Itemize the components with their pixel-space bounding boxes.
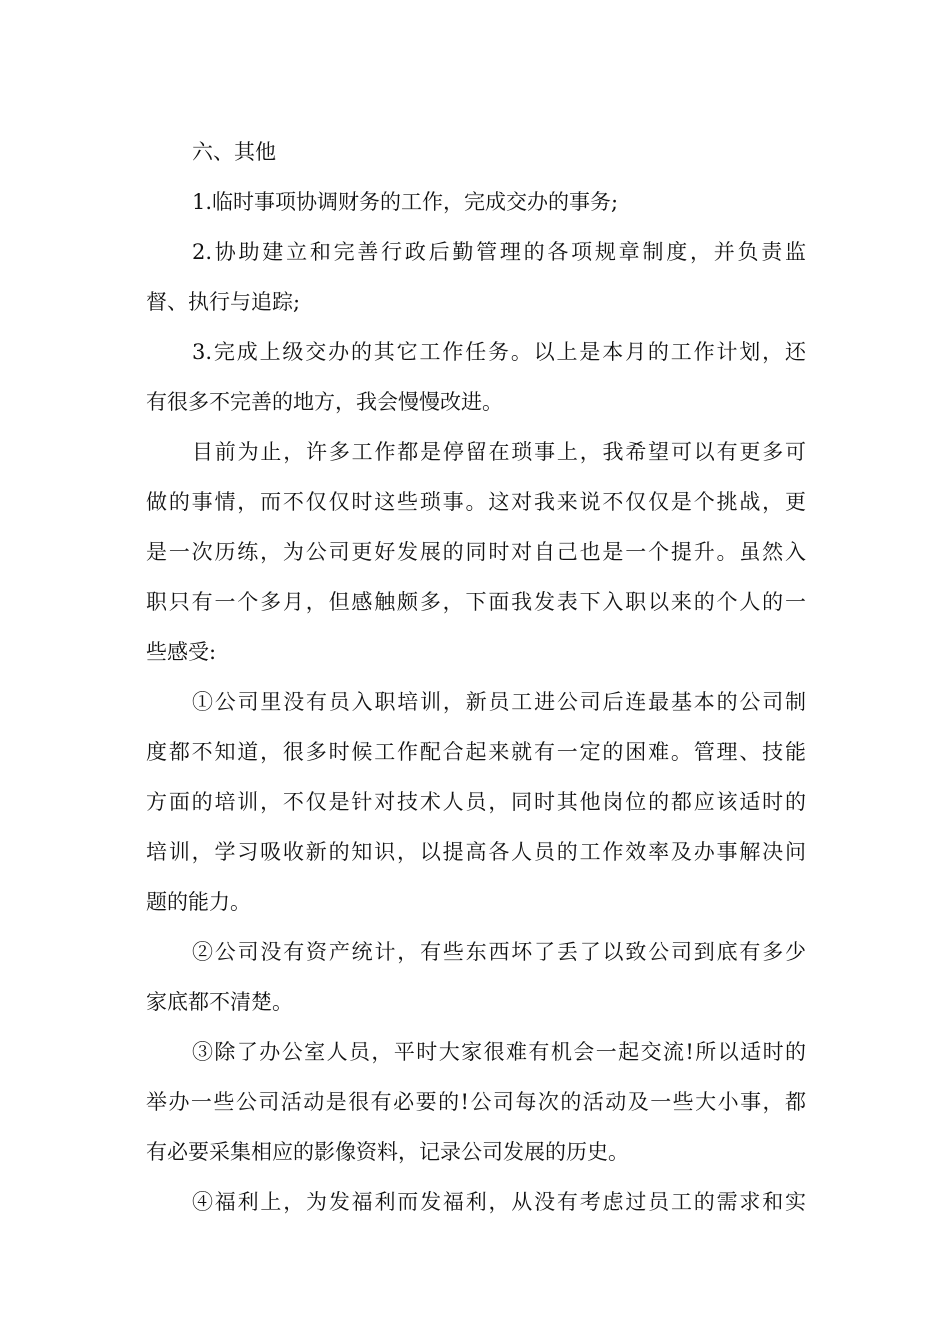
paragraph-start: 目前为止，许多工作都是停留在琐事上，我希望可以有更多可 bbox=[192, 440, 806, 464]
text-line: 有很多不完善的地方，我会慢慢改进。 bbox=[146, 390, 503, 414]
list-item: 1.临时事项协调财务的工作，完成交办的事务; bbox=[192, 190, 619, 214]
text-line: 有必要采集相应的影像资料，记录公司发展的历史。 bbox=[146, 1140, 629, 1164]
text-line: 题的能力。 bbox=[146, 890, 251, 914]
text-line: 举办一些公司活动是很有必要的!公司每次的活动及一些大小事，都 bbox=[146, 1090, 806, 1114]
text-line: 职只有一个多月，但感触颇多，下面我发表下入职以来的个人的一 bbox=[146, 590, 806, 614]
text-line: 些感受: bbox=[146, 640, 217, 664]
text-line: 方面的培训，不仅是针对技术人员，同时其他岗位的都应该适时的 bbox=[146, 790, 806, 814]
list-item: ③除了办公室人员，平时大家很难有机会一起交流!所以适时的 bbox=[192, 1040, 806, 1064]
text-line: 督、执行与追踪; bbox=[146, 290, 301, 314]
section-heading: 六、其他 bbox=[192, 140, 276, 164]
text-line: 家底都不清楚。 bbox=[146, 990, 293, 1014]
text-line: 是一次历练，为公司更好发展的同时对自己也是一个提升。虽然入 bbox=[146, 540, 806, 564]
list-item: ④福利上，为发福利而发福利，从没有考虑过员工的需求和实 bbox=[192, 1190, 806, 1214]
text-line: 做的事情，而不仅仅时这些琐事。这对我来说不仅仅是个挑战，更 bbox=[146, 490, 806, 514]
list-item: ①公司里没有员入职培训，新员工进公司后连最基本的公司制 bbox=[192, 690, 806, 714]
text-line: 培训，学习吸收新的知识，以提高各人员的工作效率及办事解决问 bbox=[146, 840, 806, 864]
list-item: 3.完成上级交办的其它工作任务。以上是本月的工作计划，还 bbox=[192, 340, 806, 364]
list-item: 2.协助建立和完善行政后勤管理的各项规章制度，并负责监 bbox=[192, 240, 806, 264]
text-line: 度都不知道，很多时候工作配合起来就有一定的困难。管理、技能 bbox=[146, 740, 806, 764]
list-item: ②公司没有资产统计，有些东西坏了丢了以致公司到底有多少 bbox=[192, 940, 806, 964]
